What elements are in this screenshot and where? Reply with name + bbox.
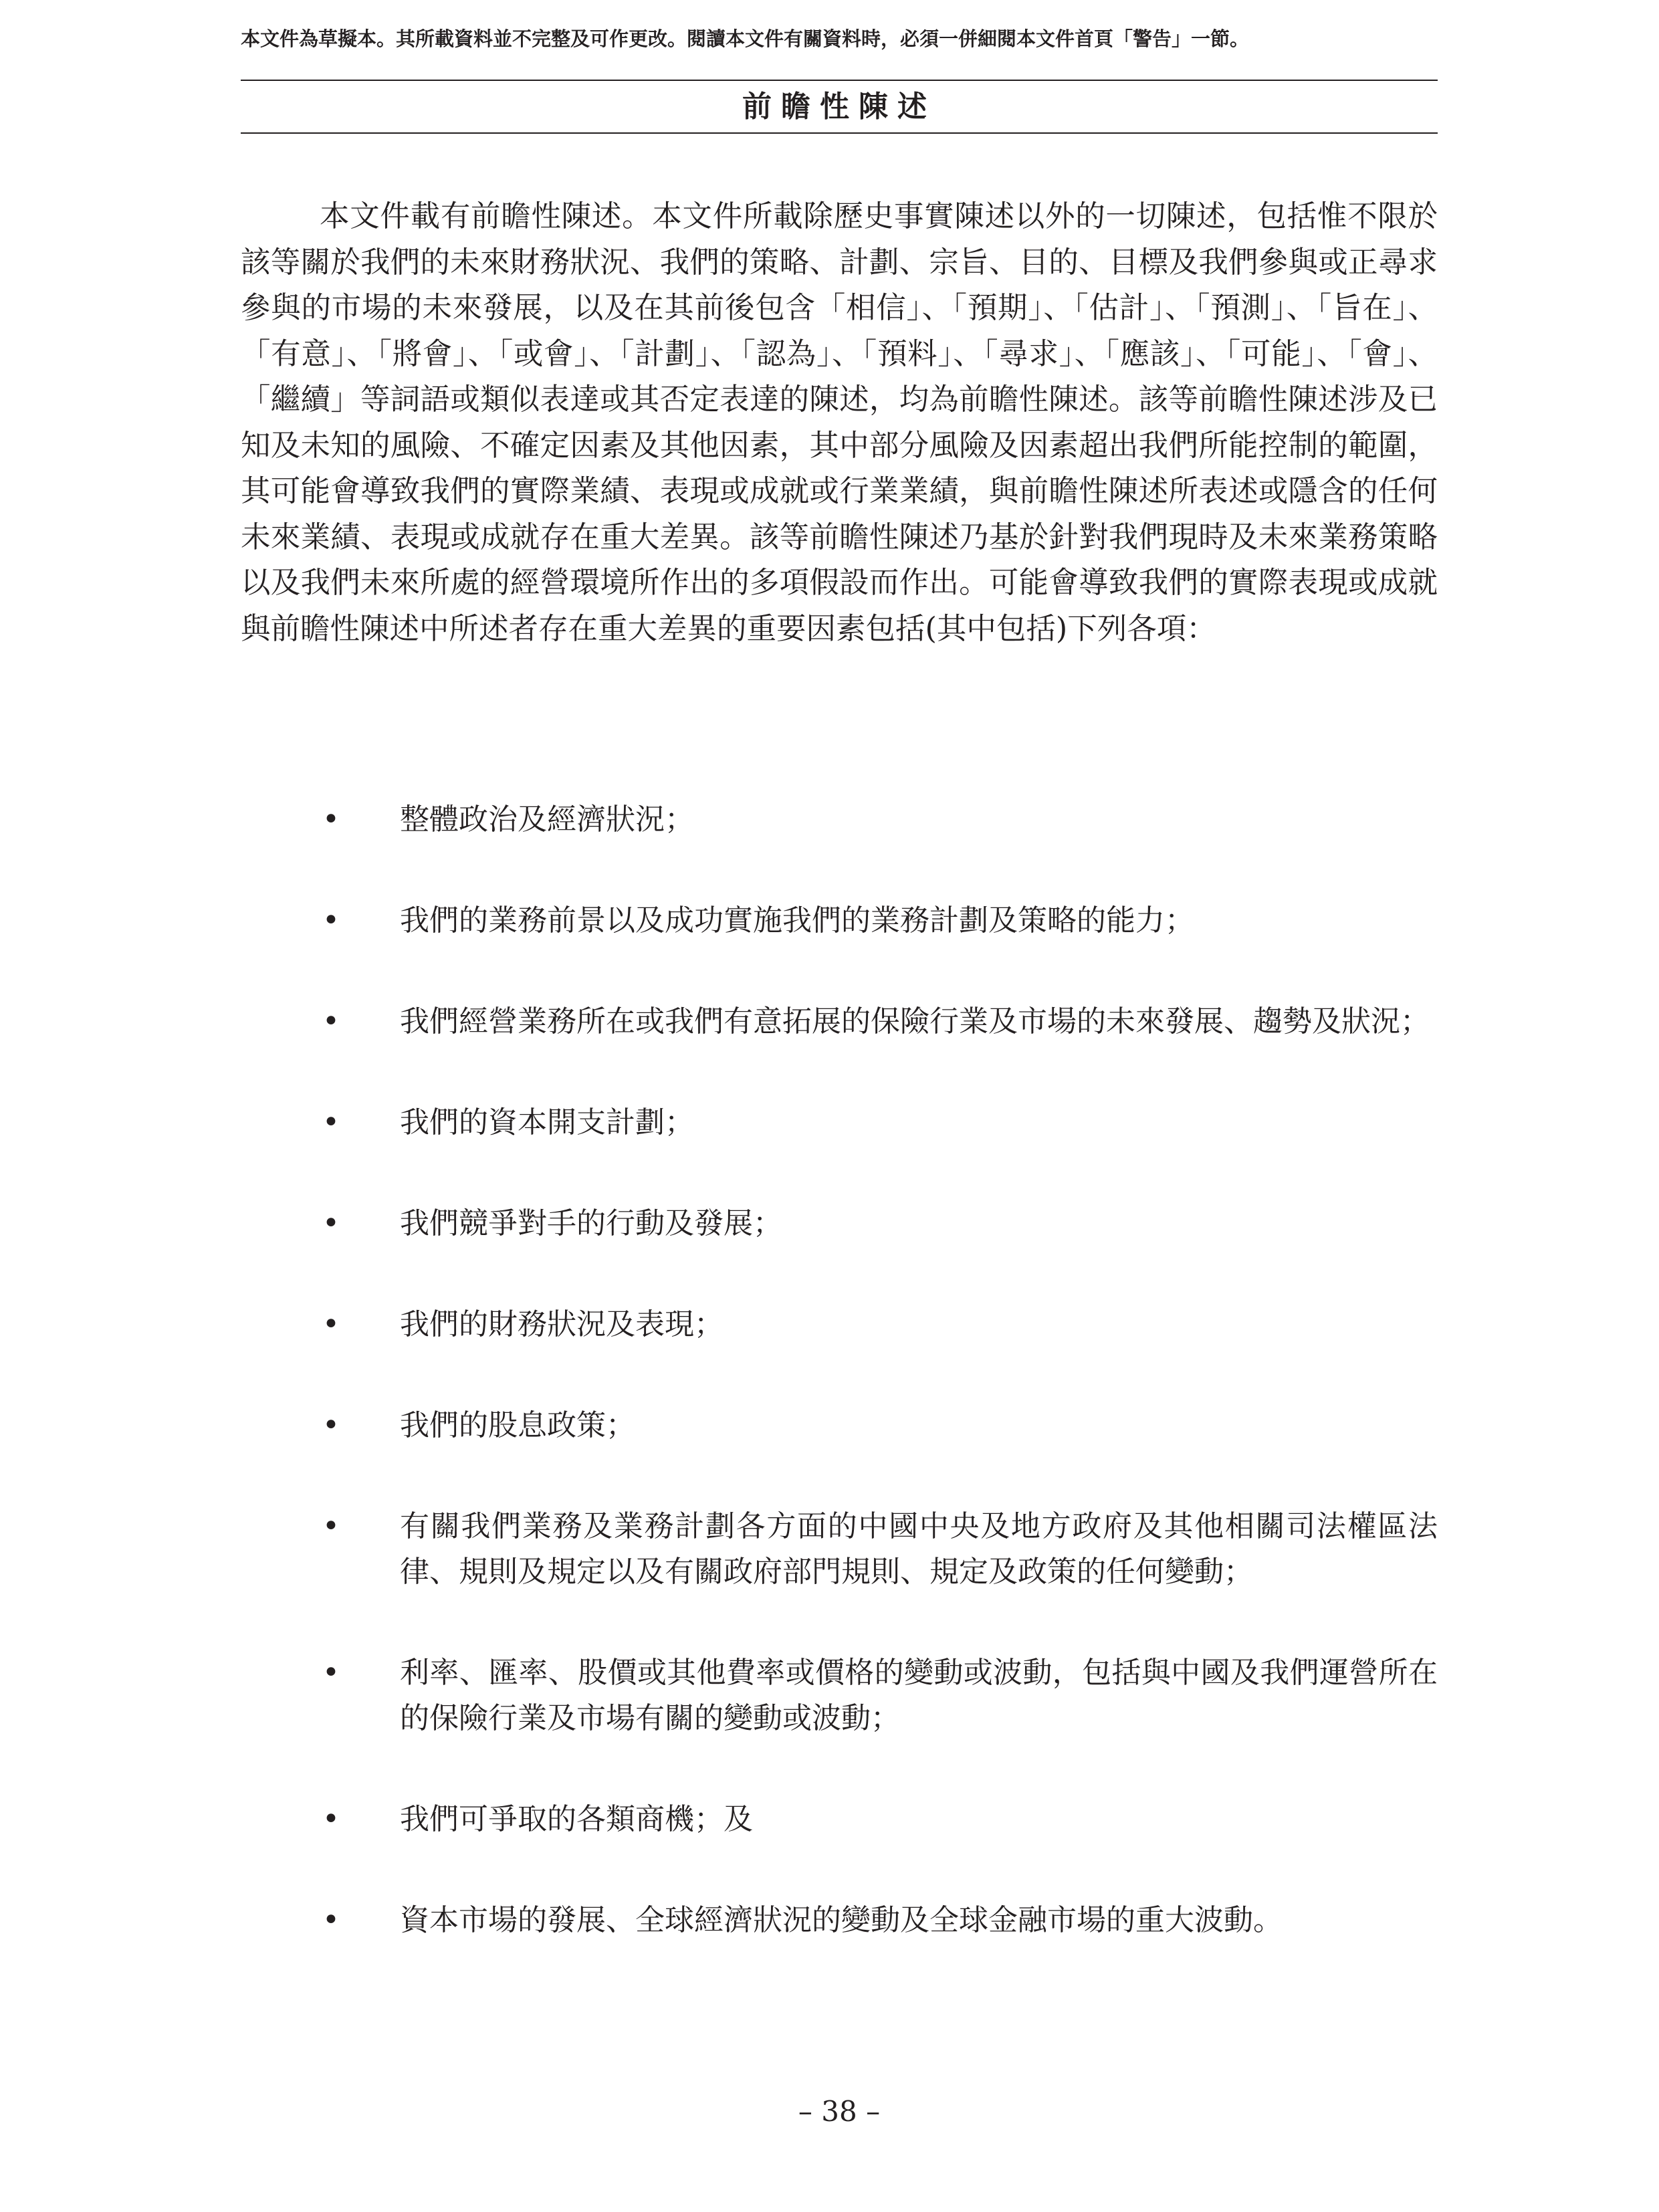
risk-factor-list [241,797,1438,1999]
page-number: – 38 – [798,2095,881,2128]
bullet-icon: • [322,1206,340,1240]
list-item [241,999,1438,1044]
list-item-text: 整體政治及經濟狀況； [400,802,694,837]
list-item-text: 我們的資本開支計劃； [400,1105,694,1139]
bullet-icon: • [322,1656,340,1690]
list-item-text: 利率、匯率、股價或其他費率或價格的變動或波動，包括與中國及我們運營所在的保險行業及市場有關的變動或波動； [400,1656,1438,1735]
list-item-text: 我們競爭對手的行動及發展； [400,1206,782,1240]
draft-notice: 本文件為草擬本。其所載資料並不完整及可作更改。閱讀本文件有關資料時，必須一併細閱本文件首頁「警告」一節。 [241,27,1250,50]
bullet-icon: • [322,1903,340,1937]
bullet-icon: • [322,1509,340,1543]
bullet-icon: • [322,1307,340,1341]
header-top-rule [241,80,1438,81]
list-item-text: 我們的財務狀況及表現； [400,1307,724,1341]
bullet-icon: • [322,1004,340,1038]
list-item [241,1650,1438,1741]
bullet-icon: • [322,802,340,837]
list-item [241,1302,1438,1347]
list-item [241,1797,1438,1842]
list-item-text: 資本市場的發展、全球經濟狀況的變動及全球金融市場的重大波動。 [400,1903,1283,1937]
bullet-icon: • [322,1408,340,1442]
bullet-icon: • [322,903,340,937]
list-item-text: 我們可爭取的各類商機；及 [400,1802,753,1836]
list-item-text: 我們經營業務所在或我們有意拓展的保險行業及市場的未來發展、趨勢及狀況； [400,1004,1430,1038]
list-item [241,1504,1438,1595]
list-item-text: 有關我們業務及業務計劃各方面的中國中央及地方政府及其他相關司法權區法律、規則及規定以及有關政府部門規則、規定及政策的任何變動； [400,1509,1438,1589]
bullet-icon: • [322,1802,340,1836]
header-bottom-rule [241,132,1438,134]
list-item [241,1100,1438,1145]
list-item-text: 我們的業務前景以及成功實施我們的業務計劃及策略的能力； [400,903,1194,937]
list-item [241,1898,1438,1943]
section-title: 前瞻性陳述 [742,90,936,124]
list-item [241,797,1438,843]
list-item [241,1201,1438,1246]
list-item [241,898,1438,944]
intro-paragraph: 本文件載有前瞻性陳述。本文件所載除歷史事實陳述以外的一切陳述，包括惟不限於該等關於我們的未來財務狀況、我們的策略、計劃、宗旨、目的、目標及我們參與或正尋求參與的市場的未來發展，以及在其前後包含「相信」、「預期」、「估計」、「預測」、「旨在」、「有意」、「將會」、「或會」、「計劃」、「認為」、「預料」、「尋求」、「應該」、「可能」、「會」、「繼續」等詞語或類似表達或其否定表達的陳述，均為前瞻性陳述。該等前瞻性陳述涉及已知及未知的風險、不確定因素及其他因素，其中部分風險及因素超出我們所能控制的範圍，其可能會導致我們的實際業績、表現或成就或行業業績，與前瞻性陳述所表述或隱含的任何未來業績、表現或成就存在重大差異。該等前瞻性陳述乃基於針對我們現時及未來業務策略以及我們未來所處的經營環境所作出的多項假設而作出。可能會導致我們的實際表現或成就與前瞻性陳述中所述者存在重大差異的重要因素包括(其中包括)下列各項： [241,199,1438,646]
list-item [241,1403,1438,1448]
bullet-icon: • [322,1105,340,1139]
list-item-text: 我們的股息政策； [400,1408,635,1442]
